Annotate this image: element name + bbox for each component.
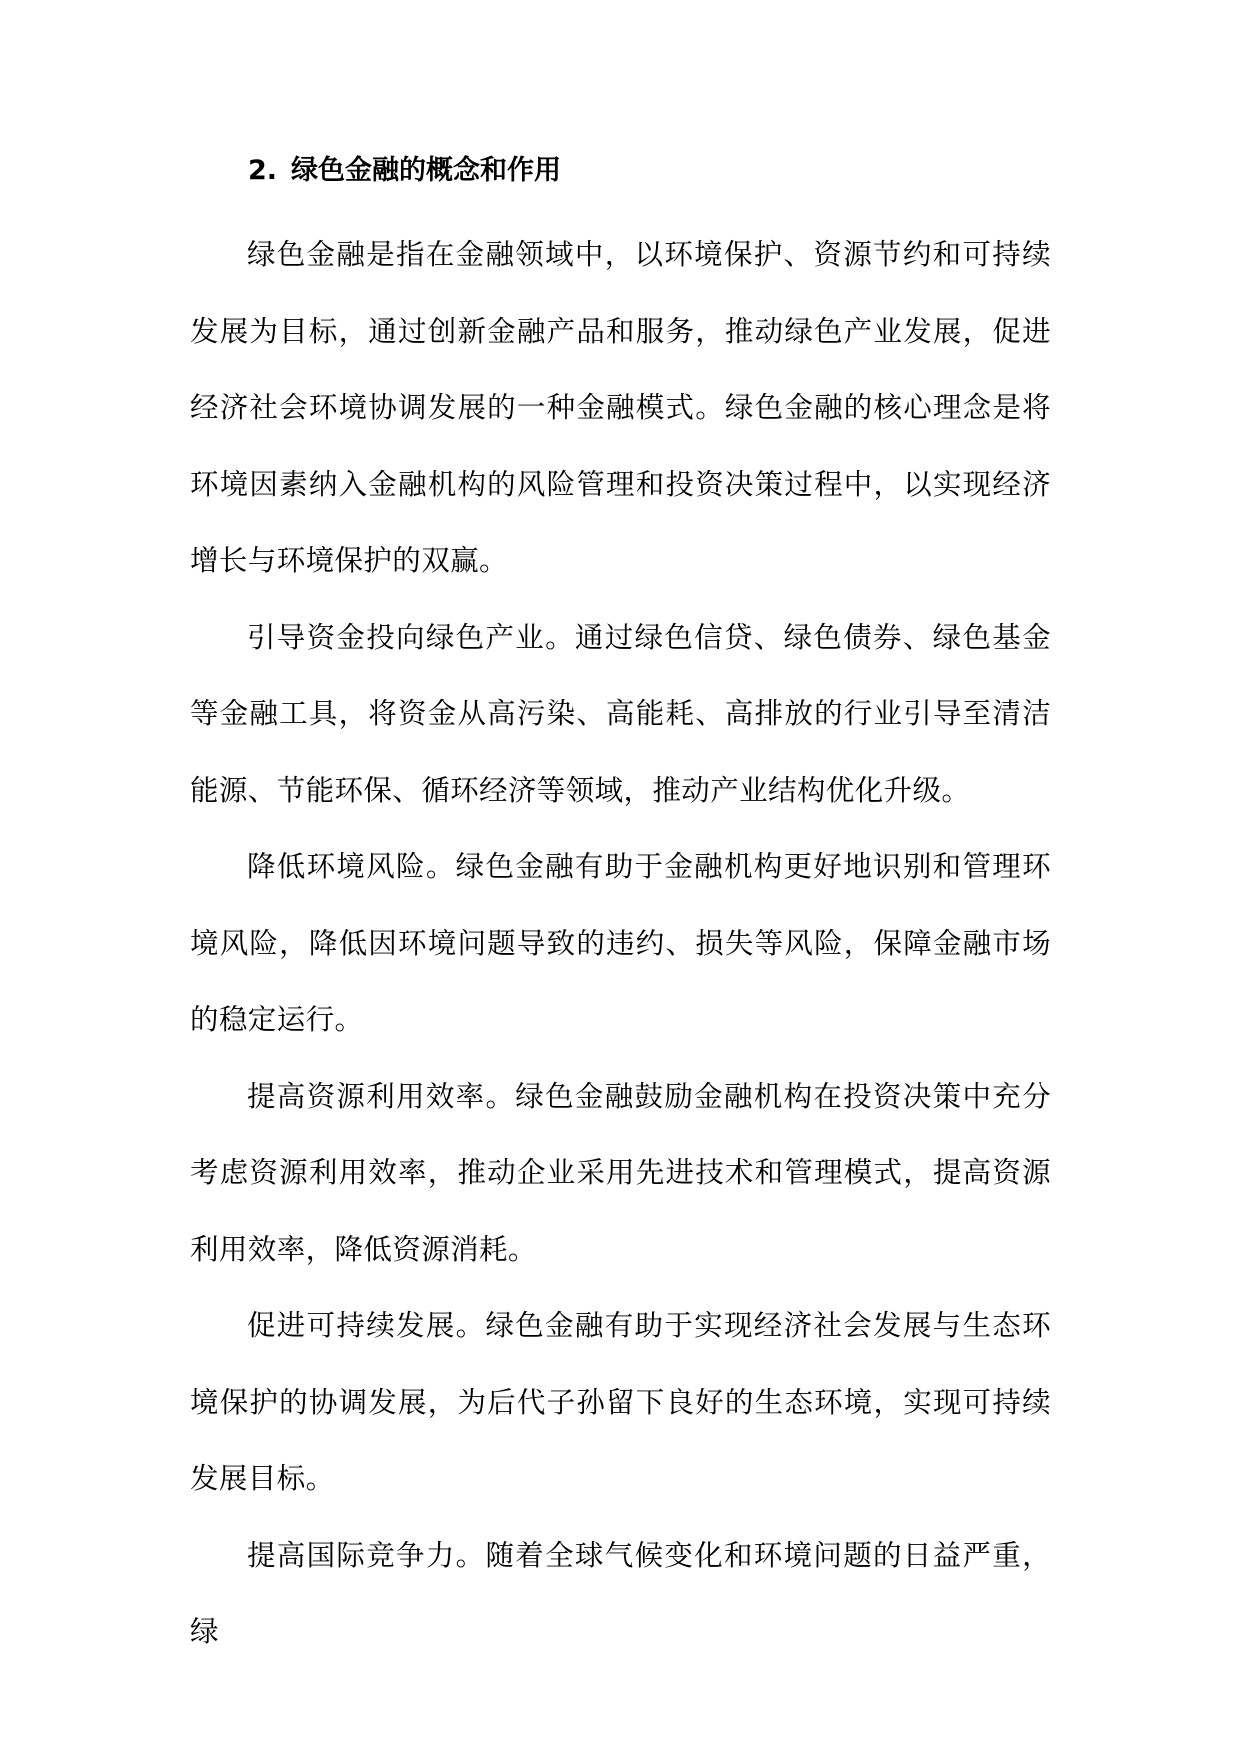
paragraph-guide-funds: 引导资金投向绿色产业。通过绿色信贷、绿色债券、绿色基金等金融工具，将资金从高污染、高能耗、高排放的行业引导至清洁能源、节能环保、循环经济等领域，推动产业结构优化升级。 (190, 620, 1051, 807)
paragraph-reduce-risk: 降低环境风险。绿色金融有助于金融机构更好地识别和管理环境风险，降低因环境问题导致的违约、损失等风险，保障金融市场的稳定运行。 (190, 850, 1051, 1036)
paragraph-sustainable-development: 促进可持续发展。绿色金融有助于实现经济社会发展与生态环境保护的协调发展，为后代子孙留下良好的生态环境，实现可持续发展目标。 (190, 1309, 1051, 1495)
section-number: 2. (248, 155, 278, 186)
section-heading (248, 147, 1051, 195)
paragraph-definition: 绿色金融是指在金融领域中，以环境保护、资源节约和可持续发展为目标，通过创新金融产品和服务，推动绿色产业发展，促进经济社会环境协调发展的一种金融模式。绿色金融的核心理念是将环境因素纳入金融机构的风险管理和投资决策过程中，以实现经济增长与环境保护的双赢。 (190, 238, 1051, 577)
paragraph-resource-efficiency: 提高资源利用效率。绿色金融鼓励金融机构在投资决策中充分考虑资源利用效率，推动企业采用先进技术和管理模式，提高资源利用效率，降低资源消耗。 (190, 1079, 1051, 1266)
paragraph-competitiveness: 提高国际竞争力。随着全球气候变化和环境问题的日益严重，绿 (190, 1538, 1051, 1648)
section-title: 绿色金融的概念和作用 (291, 155, 562, 186)
